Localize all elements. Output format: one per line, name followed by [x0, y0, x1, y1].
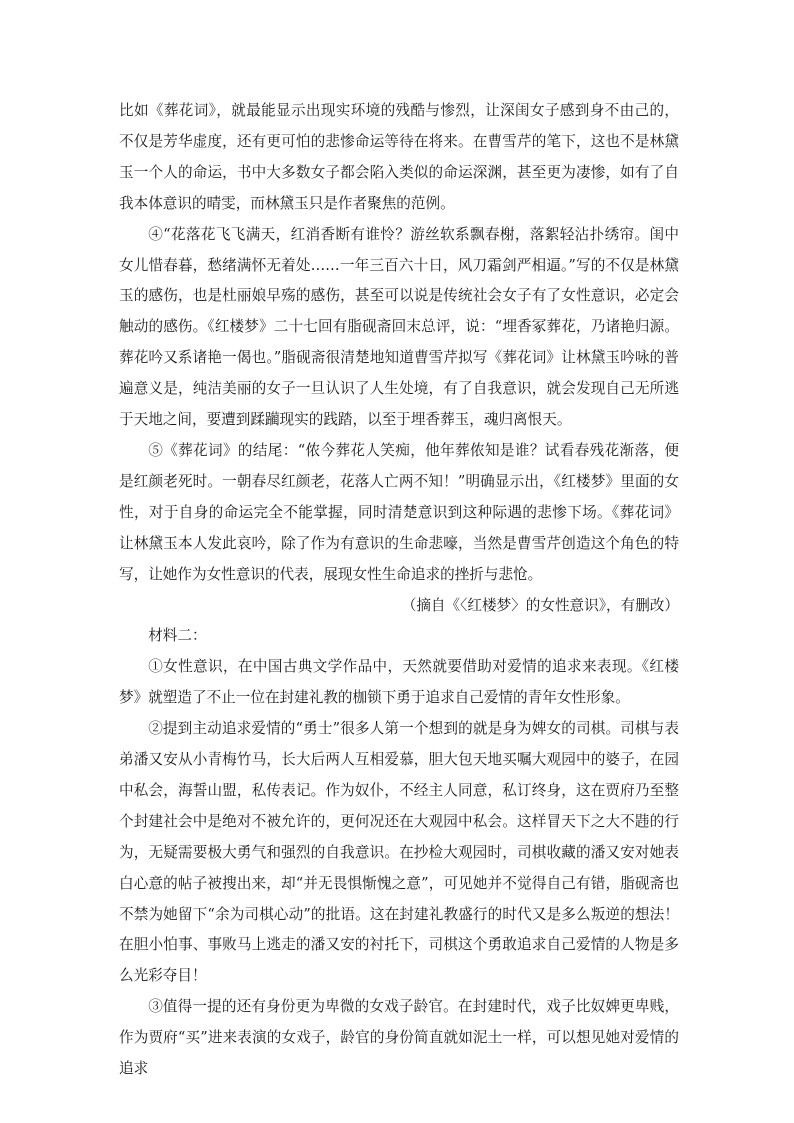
article-body	[119, 96, 679, 1085]
paragraph-5: ⑤《葬花词》的结尾：“侬今葬花人笑痴，他年葬侬知是谁？试看春残花渐落，便是红颜老死时。一朝春尽红颜老，花落人亡两不知！”明确显示出，《红楼梦》里面的女性，对于自身的命运完全不能掌握，同时清楚意识到这种际遇的悲惨下场。《葬花词》让林黛玉本人发此哀吟，除了作为有意识的生命悲嚎，当然是曹雪芹创造这个角色的特写，让她作为女性意识的代表，展现女性生命追求的挫折与悲怆。	[119, 441, 679, 583]
material-2-paragraph-2: ②提到主动追求爱情的“勇士”很多人第一个想到的就是身为婢女的司棋。司棋与表弟潘又安从小青梅竹马，长大后两人互相爱慕，胆大包天地买嘱大观园中的婆子，在园中私会，海誓山盟，私传表记。作为奴仆，不经主人同意，私订终身，这在贾府乃至整个封建社会中是绝对不被允许的，更何况还在大观园中私会。这样冒天下之大不韪的行为，无疑需要极大勇气和强烈的自我意识。在抄检大观园时，司棋收藏的潘又安对她表白心意的帖子被搜出来，却“并无畏惧惭愧之意”，可见她并不觉得自己有错，脂砚斋也不禁为她留下“余为司棋心动”的批语。这在封建礼教盛行的时代又是多么叛逆的想法！在胆小怕事、事败马上逃走的潘又安的衬托下，司棋这个勇敢追求自己爱情的人物是多么光彩夺目！	[119, 720, 679, 985]
paragraph-4: ④“花落花飞飞满天，红消香断有谁怜？游丝软系飘春榭，落絮轻沾扑绣帘。闺中女儿惜春暮，愁绪满怀无着处……一年三百六十日，风刀霜剑严相逼。”写的不仅是林黛玉的感伤，也是杜丽娘早殇的感伤，甚至可以说是传统社会女子有了女性意识，必定会触动的感伤。《红楼梦》二十七回有脂砚斋回末总评，说：“埋香冢葬花，乃诸艳归源。葬花吟又系诸艳一偈也。”脂砚斋很清楚地知道曹雪芹拟写《葬花词》让林黛玉吟咏的普遍意义是，纯洁美丽的女子一旦认识了人生处境，有了自我意识，就会发现自己无所逃于天地之间，要遭到蹂躏现实的践踏，以至于埋香葬玉，魂归离恨天。	[119, 225, 679, 429]
material-2-paragraph-3: ③值得一提的还有身份更为卑微的女戏子龄官。在封建时代，戏子比奴婢更卑贱，作为贾府“买”进来表演的女戏子，龄官的身份简直就如泥土一样，可以想见她对爱情的追求	[119, 998, 679, 1078]
paragraph-continued: 比如《葬花词》，就最能显示出现实环境的残酷与惨烈，让深闺女子感到身不由己的，不仅是芳华虚度，还有更可怕的悲惨命运等待在将来。在曹雪芹的笔下，这也不是林黛玉一个人的命运，书中大多数女子都会陷入类似的命运深渊，甚至更为凄惨，如有了自我本体意识的晴雯，而林黛玉只是作者聚焦的范例。	[119, 102, 679, 212]
source-citation: （摘自《〈红楼梦〉的女性意识》，有删改）	[401, 596, 679, 614]
material-2-paragraph-1: ①女性意识，在中国古典文学作品中，天然就要借助对爱情的追求来表现。《红楼梦》就塑造了不止一位在封建礼教的枷锁下勇于追求自己爱情的青年女性形象。	[119, 658, 679, 707]
material-2-label: 材料二：	[148, 627, 207, 645]
